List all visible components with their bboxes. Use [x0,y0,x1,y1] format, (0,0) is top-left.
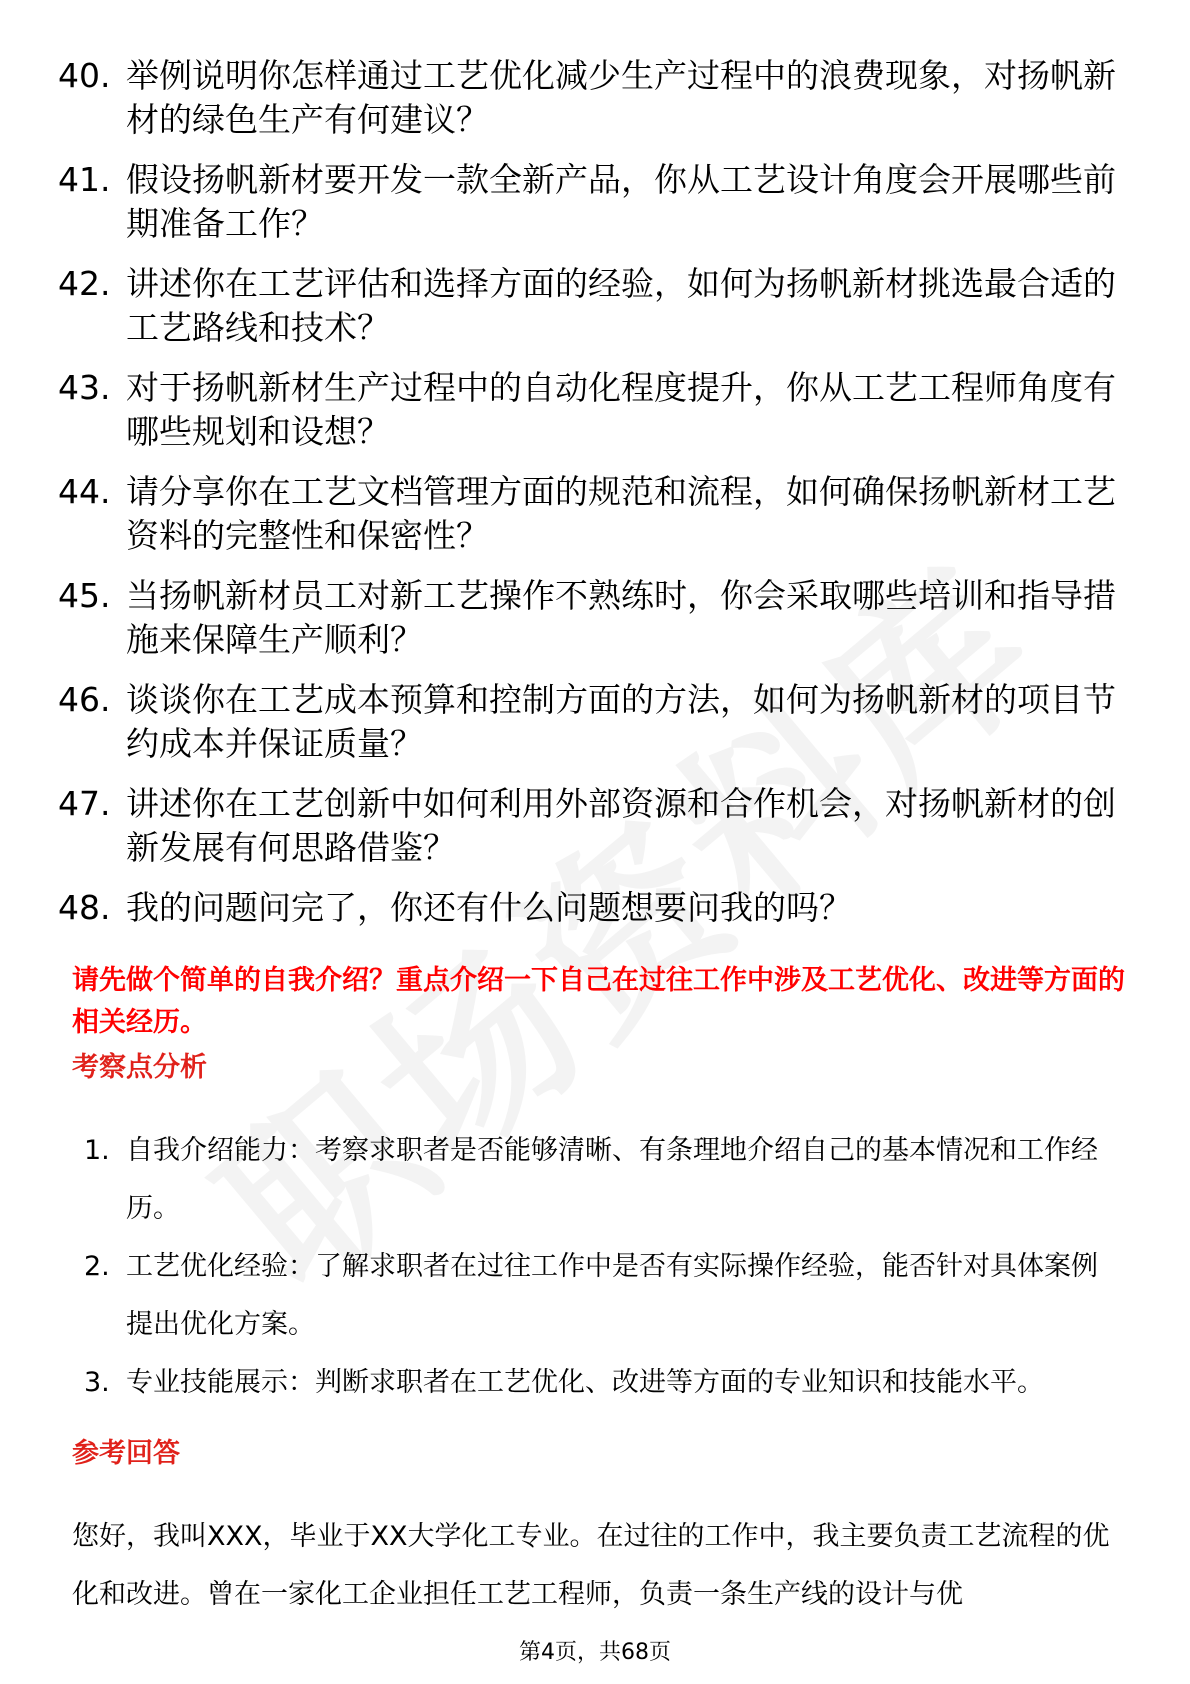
question-number: 47. [58,784,111,823]
question-item [58,574,1118,662]
highlight-question: 请先做个简单的自我介绍？重点介绍一下自己在过往工作中涉及工艺优化、改进等方面的相关经历。 [72,965,1125,1038]
question-text: 谈谈你在工艺成本预算和控制方面的方法，如何为扬帆新材的项目节约成本并保证质量？ [126,680,1116,763]
question-number: 41. [58,160,111,199]
question-number: 40. [58,56,111,95]
question-text: 讲述你在工艺创新中如何利用外部资源和合作机会，对扬帆新材的创新发展有何思路借鉴？ [126,784,1116,867]
question-item [58,158,1118,246]
question-number: 46. [58,680,111,719]
question-number: 44. [58,472,111,511]
answer-text: 您好，我叫XXX，毕业于XX大学化工专业。在过往的工作中，我主要负责工艺流程的优化和改进。曾在一家化工企业担任工艺工程师，负责一条生产线的设计与优 [72,1521,1110,1610]
question-text: 当扬帆新材员工对新工艺操作不熟练时，你会采取哪些培训和指导措施来保障生产顺利？ [126,576,1116,659]
question-number: 43. [58,368,111,407]
question-number: 42. [58,264,111,303]
analysis-item [84,1354,1124,1412]
question-item [58,470,1118,558]
analysis-number: 3. [84,1367,110,1398]
question-text: 对于扬帆新材生产过程中的自动化程度提升，你从工艺工程师角度有哪些规划和设想？ [126,368,1116,451]
analysis-number: 2. [84,1251,110,1282]
question-item [58,782,1118,870]
question-number: 48. [58,888,111,927]
analysis-list [84,1122,1124,1412]
analysis-text: 自我介绍能力：考察求职者是否能够清晰、有条理地介绍自己的基本情况和工作经历。 [126,1135,1098,1224]
question-text: 请分享你在工艺文档管理方面的规范和流程，如何确保扬帆新材工艺资料的完整性和保密性？ [126,472,1116,555]
answer-heading: 参考回答 [72,1438,180,1469]
page-number: 第4页，共68页 [519,1640,671,1665]
question-text: 我的问题问完了，你还有什么问题想要问我的吗？ [126,888,852,927]
analysis-text: 工艺优化经验：了解求职者在过往工作中是否有实际操作经验，能否针对具体案例提出优化方案。 [126,1251,1098,1340]
question-text: 举例说明你怎样通过工艺优化减少生产过程中的浪费现象，对扬帆新材的绿色生产有何建议？ [126,56,1116,139]
question-item [58,262,1118,350]
question-text: 假设扬帆新材要开发一款全新产品，你从工艺设计角度会开展哪些前期准备工作？ [126,160,1116,243]
question-item [58,678,1118,766]
question-text: 讲述你在工艺评估和选择方面的经验，如何为扬帆新材挑选最合适的工艺路线和技术？ [126,264,1116,347]
analysis-text: 专业技能展示：判断求职者在工艺优化、改进等方面的专业知识和技能水平。 [126,1367,1044,1398]
analysis-number: 1. [84,1135,110,1166]
question-list [58,54,1118,946]
question-number: 45. [58,576,111,615]
question-item [58,886,1118,930]
question-item [58,366,1118,454]
question-item [58,54,1118,142]
analysis-heading: 考察点分析 [72,1052,207,1083]
analysis-item [84,1122,1124,1238]
analysis-item [84,1238,1124,1354]
